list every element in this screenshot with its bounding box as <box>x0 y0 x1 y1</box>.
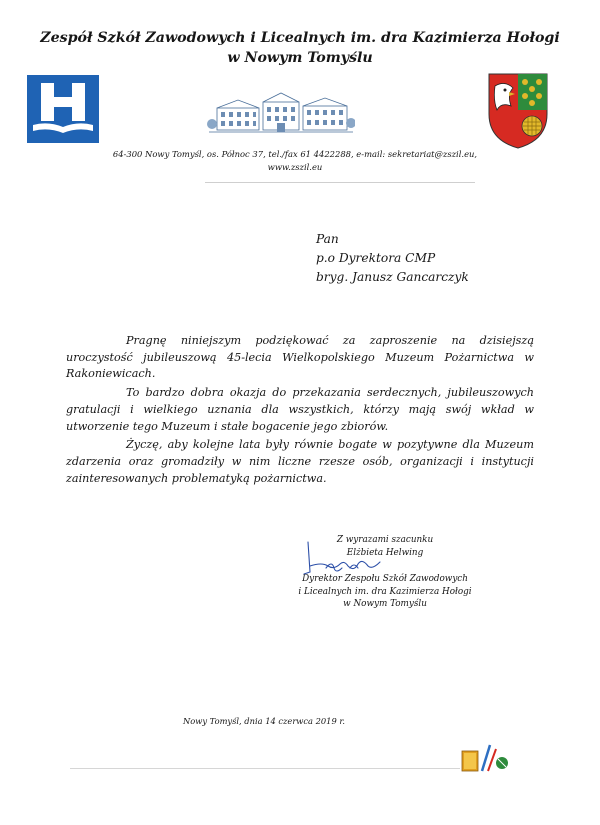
signer-name: Elżbieta Helwing <box>346 547 424 558</box>
addressee-line-1: Pan <box>316 232 339 246</box>
closing-regards: Z wyrazami szacunku <box>336 535 434 545</box>
place-and-date: Nowy Tomyśl, dnia 14 czerwca 2019 r. <box>183 716 346 726</box>
signer-title-line-3: w Nowym Tomyślu <box>343 599 427 609</box>
handwritten-signature <box>288 538 388 580</box>
body-paragraph-2: To bardzo dobra okazja do przekazania serdecznych, jubileuszowych gratulacji i wielkiego uznania dla wszystkich, którzy mają swój wkład w utworzenie tego Muzeum i stałe bogacenie jego zbiorów. <box>66 386 534 433</box>
signer-title-line-2: i Licealnych im. dra Kazimierza Hołogi <box>298 586 472 597</box>
footer-divider <box>70 768 460 769</box>
addressee-line-2: p.o Dyrektora CMP <box>316 251 436 265</box>
body-paragraph-1: Pragnę niniejszym podziękować za zaproszenie na dzisiejszą uroczystość jubileuszową 45-lecia Wielkopolskiego Muzeum Pożarnictwa w Rakoniewicach. <box>66 334 534 381</box>
school-supplies-clipart-icon <box>460 741 510 773</box>
contact-line-1: 64-300 Nowy Tomyśl, os. Północ 37, tel./fax 61 4422288, e-mail: sekretariat@zszil.eu, <box>112 149 478 159</box>
school-h-logo-icon <box>27 75 99 143</box>
letter-body <box>66 333 534 489</box>
school-contact-info <box>95 148 495 174</box>
addressee-block <box>316 230 469 287</box>
school-name-line-2: w Nowym Tomyślu <box>227 50 373 66</box>
school-building-illustration <box>207 90 355 135</box>
header-divider <box>205 182 475 183</box>
body-paragraph-3: Życzę, aby kolejne lata były równie bogate w pozytywne dla Muzeum zdarzenia oraz gromadziły w nim liczne rzesze osób, organizacji i instytucji zainteresowanych problematyką pożarnictwa. <box>66 438 534 485</box>
addressee-line-3: bryg. Janusz Gancarczyk <box>316 270 469 284</box>
school-name-line-1: Zespół Szkół Zawodowych i Licealnych im. dra Kazimierza Hołogi <box>40 30 560 46</box>
district-coat-of-arms-icon <box>487 72 549 150</box>
signer-title-line-1: Dyrektor Zespołu Szkół Zawodowych <box>302 574 468 584</box>
school-name-header <box>0 28 600 68</box>
contact-line-2: www.zszil.eu <box>267 162 323 172</box>
